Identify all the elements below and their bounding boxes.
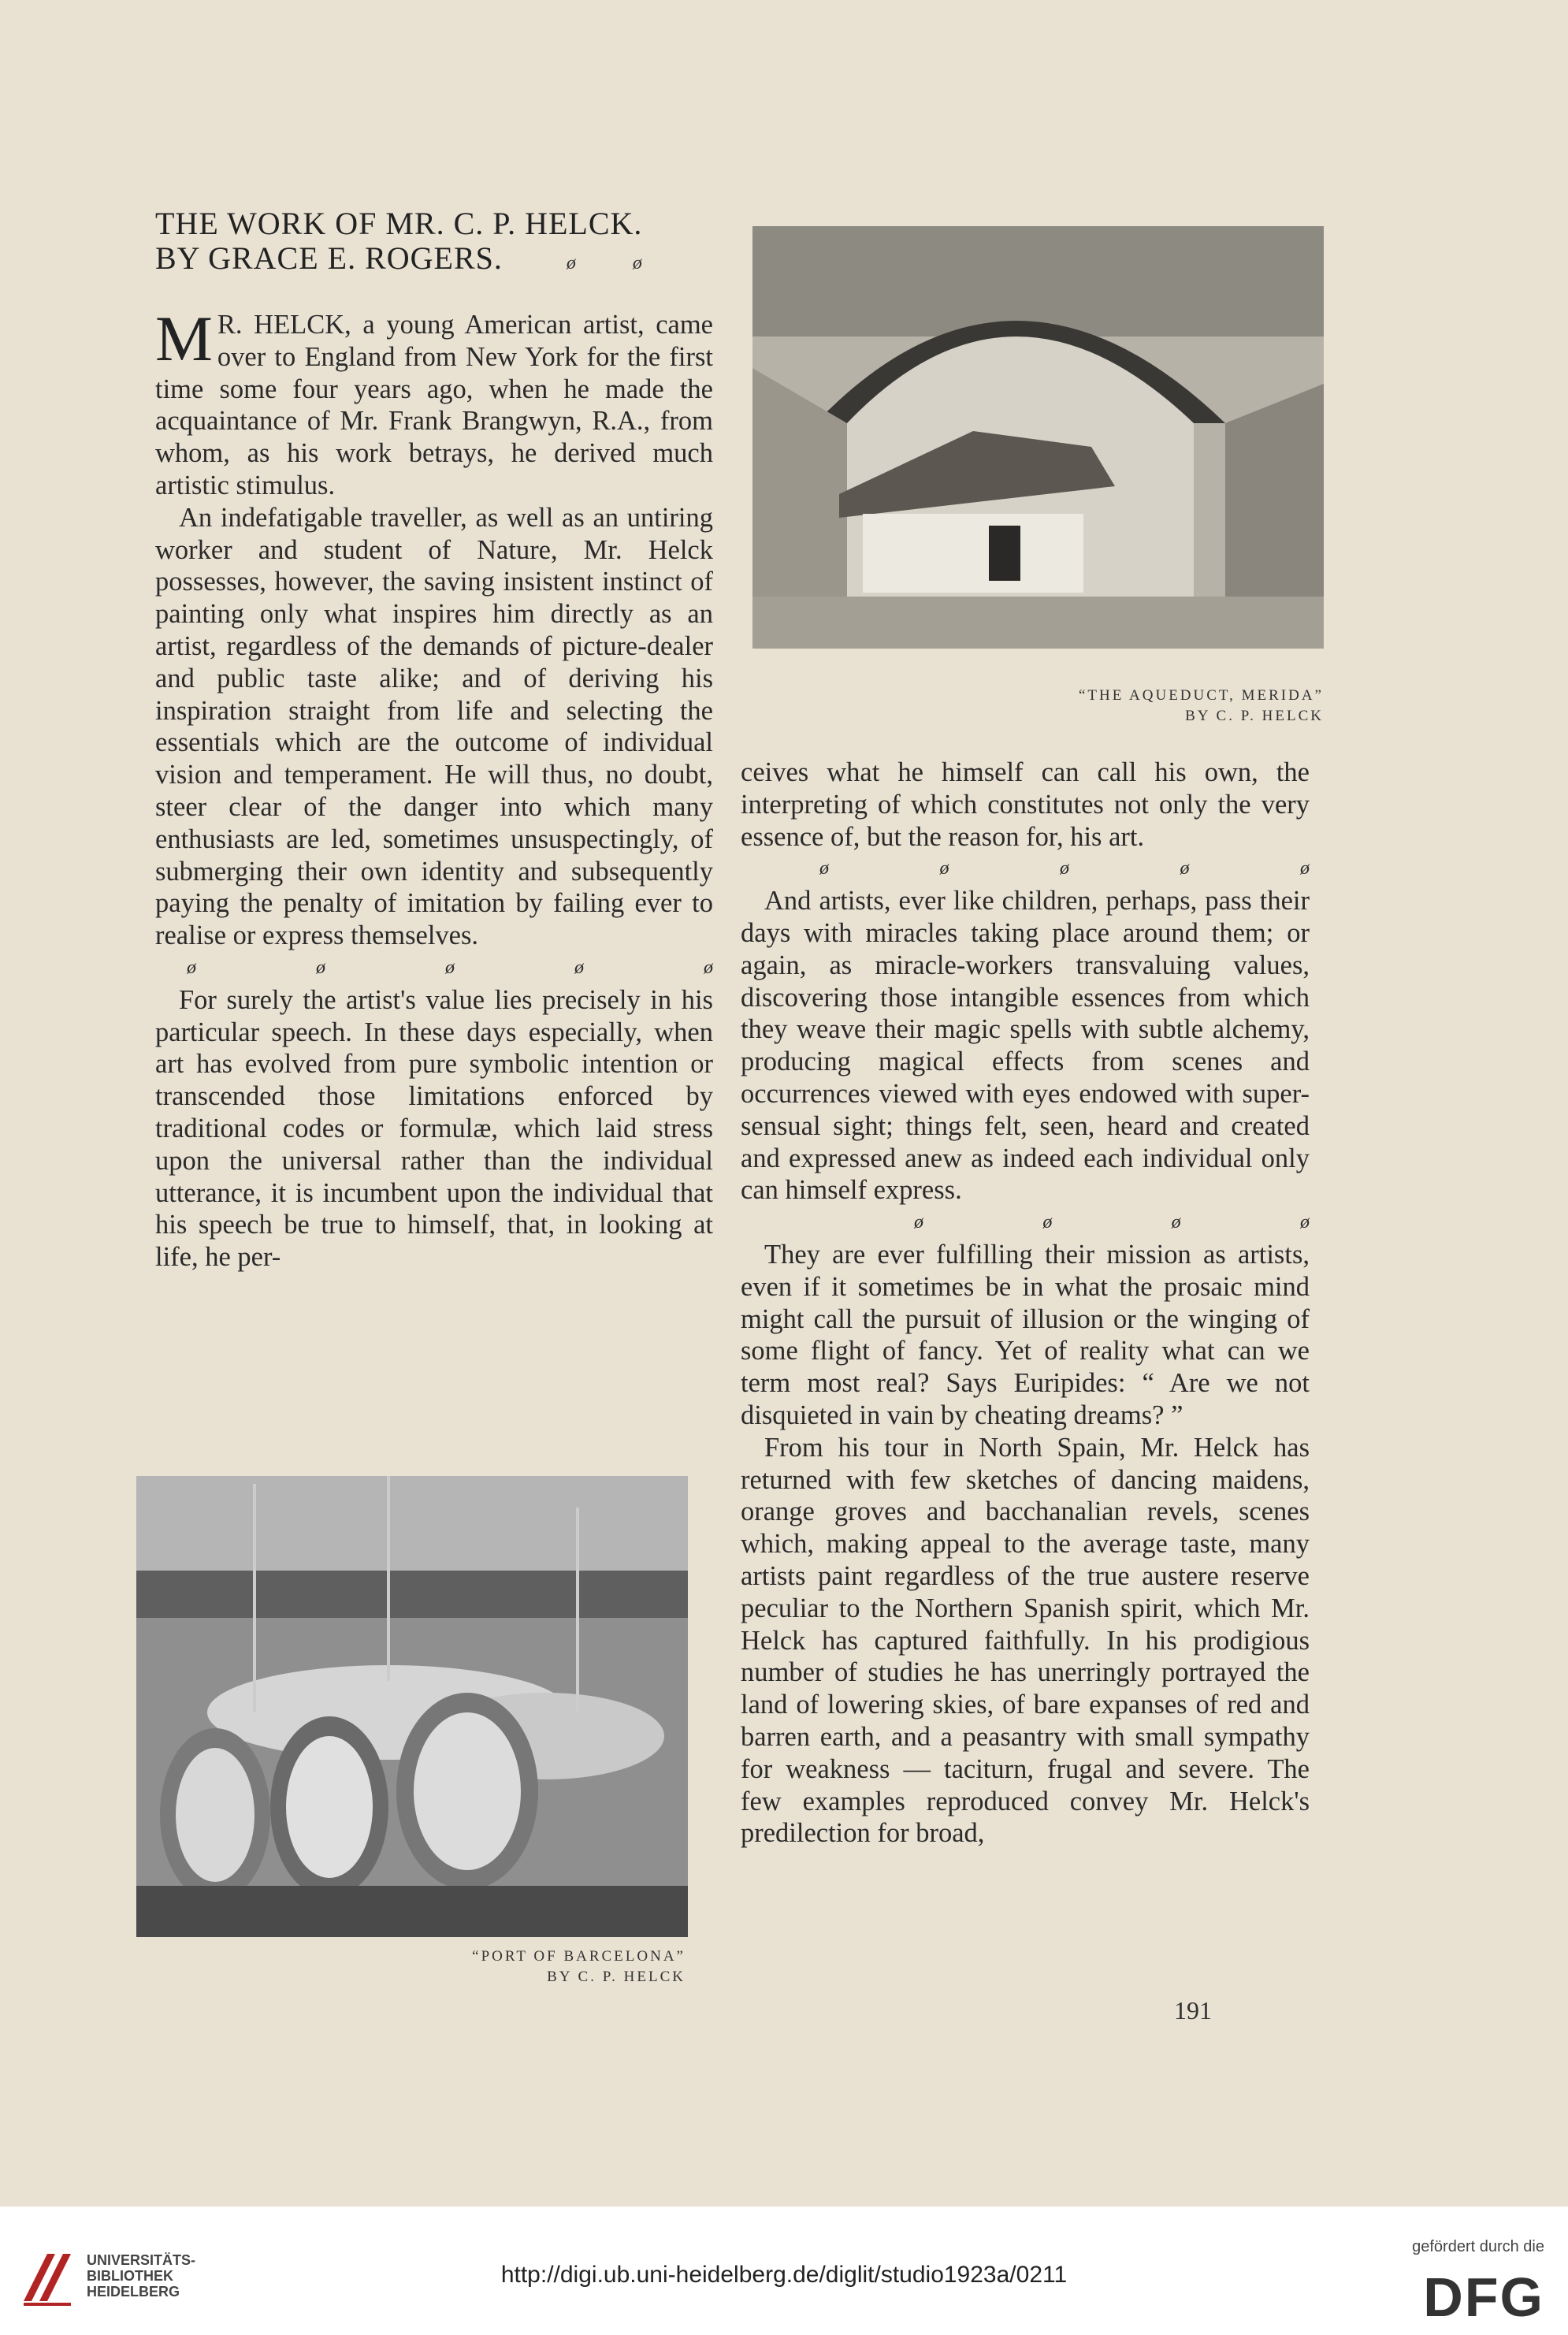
ornament-icon: ø: [632, 253, 643, 273]
caption-credit: BY C. P. HELCK: [547, 1969, 686, 1985]
library-line: HEIDELBERG: [87, 2284, 180, 2300]
right-column: [741, 757, 1310, 1850]
ornament-icon: ø: [1042, 1212, 1053, 1233]
port-image: [136, 1476, 688, 1937]
caption-title: “THE AQUEDUCT, MERIDA”: [1078, 687, 1324, 704]
ornament-icon: ø: [316, 957, 325, 978]
ornament-row: [741, 1207, 1310, 1239]
ornament-icon: ø: [819, 858, 829, 879]
byline: BY GRACE E. ROGERS.: [155, 240, 503, 276]
port-caption: [315, 1946, 686, 1987]
ornament-icon: ø: [1171, 1212, 1181, 1233]
library-line: BIBLIOTHEK: [87, 2268, 173, 2284]
paragraph: [741, 757, 1310, 853]
ornament-icon: ø: [704, 957, 713, 978]
page-number: 191: [1174, 1996, 1212, 2025]
ornament-icon: ø: [445, 957, 455, 978]
ornament-icon: ø: [574, 957, 584, 978]
paragraph-intro-text: R. HELCK, a young American artist, came over to England from New York for the first time some four years ago, when he made the acquaintance of Mr. Frank Brangwyn, R.A., from whom, as his work betrays, he derived much artistic stimulus.: [155, 310, 713, 500]
ornament-row: [155, 952, 713, 984]
aqueduct-caption: [946, 686, 1324, 727]
paragraph-intro: [155, 303, 713, 502]
drop-cap: M: [155, 303, 213, 374]
aqueduct-painting: [752, 226, 1324, 649]
aqueduct-image: [752, 226, 1324, 649]
ornament-icon: ø: [1060, 858, 1069, 879]
ornament-row: [741, 853, 1310, 885]
funding-note: gefördert durch die: [1412, 2238, 1544, 2255]
library-line: UNIVERSITÄTS-: [87, 2252, 196, 2268]
title-line-1: THE WORK OF MR. C. P. HELCK.: [155, 206, 643, 241]
port-painting: [136, 1476, 688, 1937]
paragraph: They are ever fulfilling their mission as artists, even if it sometimes be in what the prosaic mind might call the pursuit of illusion or the winging of some flight of fancy. Yet of reality what can we term most real? Says Euripides: “ Are we not disquieted in vain by cheating dreams? ”: [741, 1239, 1310, 1430]
permalink-url[interactable]: http://digi.ub.uni-heidelberg.de/diglit/studio1923a/0211: [500, 2262, 1068, 2288]
ornament-icon: ø: [1180, 858, 1190, 879]
ornament-icon: ø: [1300, 858, 1310, 879]
left-column: [155, 303, 713, 1273]
ornament-icon: ø: [187, 957, 196, 978]
paragraph-text: ceives what he himself can call his own, the interpreting of which constitutes not only the very essence of, but the reason for, his art.: [741, 757, 1310, 852]
ornament-icon: ø: [1299, 1212, 1310, 1233]
paragraph: And artists, ever like children, perhaps, pass their days with miracles taking place around them; or again, as miracle-workers transvaluing values, discovering those intangible essences from which they weave their magic spells with subtle alchemy, producing magical effects from scenes and occurrences viewed with eyes endowed with super-sensual sight; things felt, seen, heard and created and expressed anew as indeed each individual only can himself express.: [741, 886, 1310, 1206]
caption-credit: BY C. P. HELCK: [1185, 708, 1324, 724]
title-line-2: [155, 241, 723, 281]
ornament-icon: ø: [566, 253, 577, 273]
paragraph: For surely the artist's value lies precisely in his particular speech. In these days especially, when art has evolved from pure symbolic intention or transcended those limitations enforced by traditional codes or formulæ, which laid stress upon the universal rather than the individual utterance, it is incumbent upon the individual that his speech be true to himself, that, in looking at life, he per-: [155, 984, 713, 1273]
dfg-logo: DFG: [1423, 2266, 1544, 2328]
paragraph: From his tour in North Spain, Mr. Helck has returned with few sketches of dancing maidens, orange groves and bacchanalian revels, scenes which, making appeal to the average taste, many artists paint regardless of the true austere reserve peculiar to the Northern Spanish spirit, which Mr. Helck has captured faithfully. In his prodigious number of studies he has unerringly portrayed the land of lowering skies, of bare expanses of red and barren earth, and a peasantry with small sympathy for weakness — taciturn, frugal and severe. The few examples reproduced convey Mr. Helck's predilection for broad,: [741, 1432, 1310, 1849]
article-title: [155, 206, 723, 281]
paragraph: An indefatigable traveller, as well as an untiring worker and student of Nature, Mr. Helck possesses, however, the saving insistent instinct of painting only what inspires him directly as an artist, regardless of the demands of picture-dealer and public taste alike; and of deriving his inspiration straight from life and selecting the essentials which are the outcome of individual vision and temperament. He will thus, no doubt, steer clear of the danger into which many enthusiasts are led, sometimes unsuspectingly, of submerging their own identity and subsequently paying the penalty of imitation by failing ever to realise or express themselves.: [155, 502, 713, 951]
ornament-icon: ø: [939, 858, 949, 879]
ornament-icon: ø: [914, 1212, 923, 1233]
caption-title: “PORT OF BARCELONA”: [472, 1948, 686, 1965]
viewer-footer: [0, 2207, 1568, 2335]
